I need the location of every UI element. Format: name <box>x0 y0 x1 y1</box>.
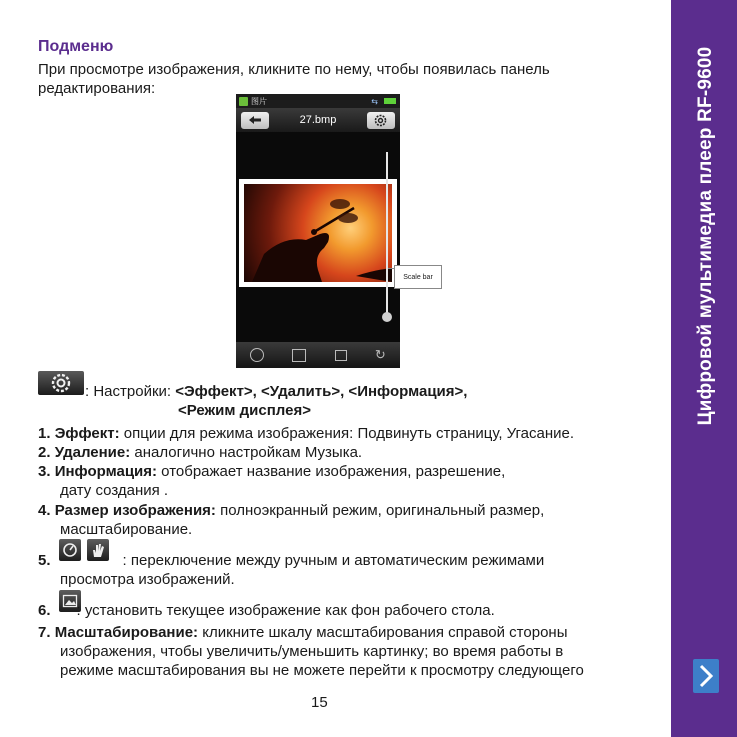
list-item <box>38 551 658 589</box>
item-text-continued: масштабирование. <box>60 521 193 538</box>
item-text-continued: режиме масштабирования вы не можете перейти к просмотру следующего <box>60 662 584 679</box>
settings-button[interactable] <box>367 112 395 129</box>
picture-app-icon <box>239 97 248 106</box>
dragonfly-silhouette <box>244 184 392 282</box>
item-number: 7. <box>38 624 51 641</box>
item-text: : переключение между ручным и автоматическим режимами <box>122 552 545 569</box>
file-name: 27.bmp <box>299 114 337 126</box>
scale-bar-callout: Scale bar <box>394 265 442 289</box>
item-number: 1. <box>38 425 51 442</box>
usb-icon: ⇆ <box>371 96 378 106</box>
item-text: полноэкранный режим, оригинальный размер, <box>215 502 545 519</box>
sidebar-band <box>671 0 737 737</box>
phone-screenshot <box>236 94 400 368</box>
section-heading: Подменю <box>38 38 114 55</box>
list-item <box>38 601 658 620</box>
settings-options-line2: <Режим дисплея> <box>178 402 311 419</box>
item-number: 2. <box>38 444 51 461</box>
status-bar <box>236 94 400 108</box>
status-label: 图片 <box>251 96 267 106</box>
list-item <box>38 462 658 500</box>
sidebar-title <box>671 0 737 737</box>
item-number: 5. <box>38 552 51 569</box>
auto-play-icon[interactable] <box>250 348 264 362</box>
list-item <box>38 443 658 462</box>
photo-frame[interactable] <box>239 179 397 287</box>
arrow-left-icon <box>248 115 262 125</box>
item-text-continued: изображения, чтобы увеличить/уменьшить картинку; во время работы в <box>60 643 564 660</box>
item-number: 4. <box>38 502 51 519</box>
item-number: 3. <box>38 463 51 480</box>
item-title: Удаление: <box>54 444 131 461</box>
list-item <box>38 424 658 443</box>
item-text-continued: просмотра изображений. <box>60 571 235 588</box>
settings-prefix: : Настройки: <box>85 383 172 400</box>
item-number: 6. <box>38 602 51 619</box>
item-title: Масштабирование: <box>54 624 199 641</box>
item-text: аналогично настройкам Музыка. <box>130 444 363 461</box>
viewer-top-bar <box>236 108 400 132</box>
item-text: : установить текущее изображение как фон рабочего стола. <box>76 602 495 619</box>
item-text-continued: дату создания . <box>60 482 169 499</box>
chevron-right-icon <box>698 663 714 689</box>
viewer-bottom-bar <box>236 342 400 368</box>
wallpaper-icon[interactable] <box>292 349 306 362</box>
item-text: опции для режима изображения: Подвинуть страницу, Угасание. <box>119 425 575 442</box>
resize-icon[interactable] <box>335 350 347 361</box>
photo-image <box>244 184 392 282</box>
settings-options: <Эффект>, <Удалить>, <Информация>, <box>175 383 468 400</box>
settings-icon-badge <box>38 371 84 395</box>
gear-icon <box>374 114 387 127</box>
battery-icon <box>384 98 396 104</box>
sidebar-title-text: Цифровой мультимедиа плеер RF-9600 <box>695 46 716 426</box>
gear-icon <box>50 372 72 394</box>
item-text: кликните шкалу масштабирования справой стороны <box>198 624 568 641</box>
item-title: Информация: <box>54 463 158 480</box>
item-text: отображает название изображения, разрешение, <box>157 463 506 480</box>
back-button[interactable] <box>241 112 269 129</box>
scale-bar[interactable] <box>386 152 388 317</box>
next-page-button[interactable] <box>693 659 719 693</box>
rotate-icon[interactable]: ↻ <box>374 347 386 362</box>
scale-bar-handle[interactable] <box>382 312 392 322</box>
page-number: 15 <box>311 694 328 711</box>
item-title: Эффект: <box>54 425 120 442</box>
settings-line <box>85 382 467 401</box>
intro-text: При просмотре изображения, кликните по нему, чтобы появилась панель редактирования: <box>38 61 550 97</box>
list-item <box>38 623 658 680</box>
item-title: Размер изображения: <box>54 502 216 519</box>
list-item <box>38 501 658 539</box>
